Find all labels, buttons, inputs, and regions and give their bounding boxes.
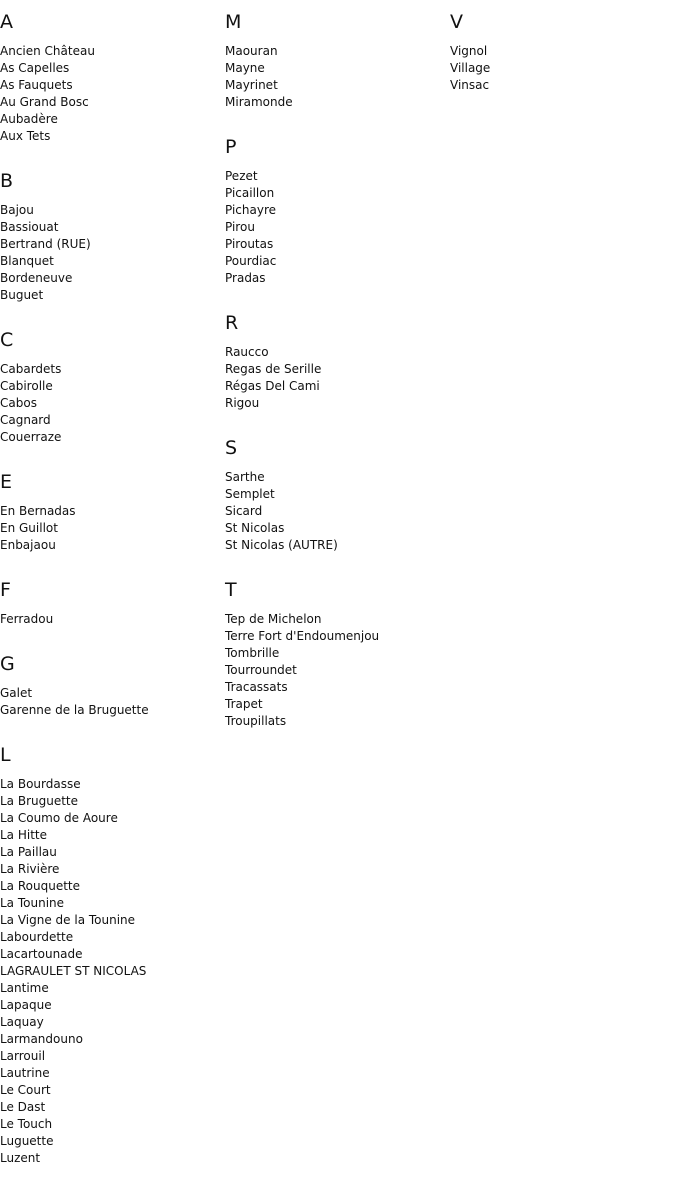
letter-heading: C [0,329,14,351]
place-link[interactable]: Luguette [0,1134,54,1148]
place-link[interactable]: Lantime [0,981,49,995]
list-item [0,395,225,412]
place-link[interactable]: Picaillon [225,186,275,200]
place-link[interactable]: Pichayre [225,203,277,217]
list-item [225,270,450,287]
place-link[interactable]: Mayrinet [225,78,278,92]
place-link[interactable]: Trapet [225,697,263,711]
letter-group-l [0,743,225,1167]
place-list [225,43,450,111]
place-list [0,503,225,554]
place-link[interactable]: Piroutas [225,237,274,251]
letter-heading: S [225,437,238,459]
place-link[interactable]: La Bruguette [0,794,79,808]
place-link[interactable]: Semplet [225,487,275,501]
place-link[interactable]: Pezet [225,169,258,183]
place-link[interactable]: Ancien Château [0,44,95,58]
list-item [0,997,225,1014]
list-item [0,1014,225,1031]
place-link[interactable]: Pirou [225,220,255,234]
list-item [225,611,450,628]
list-item [0,1099,225,1116]
place-link[interactable]: La Coumo de Aoure [0,811,118,825]
list-item [225,60,450,77]
list-item [0,219,225,236]
place-link[interactable]: La Bourdasse [0,777,81,791]
list-item [0,412,225,429]
letter-group-e [0,470,225,554]
place-link[interactable]: Tombrille [225,646,280,660]
list-item [0,1065,225,1082]
place-link[interactable]: La Vigne de la Tounine [0,913,136,927]
list-item [0,776,225,793]
list-item [225,713,450,730]
list-item [0,685,225,702]
list-item [225,236,450,253]
place-link[interactable]: Couerraze [0,430,62,444]
list-item [0,43,225,60]
letter-group-b [0,169,225,304]
list-item [225,696,450,713]
place-link[interactable]: La Rouquette [0,879,80,893]
list-item [0,520,225,537]
list-item [225,486,450,503]
list-item [0,827,225,844]
list-item [0,1116,225,1133]
list-item [225,219,450,236]
list-item [225,503,450,520]
place-list [0,361,225,446]
place-link[interactable]: La Rivière [0,862,60,876]
letter-group-r [225,311,450,412]
place-link[interactable]: Rigou [225,396,260,410]
place-link[interactable]: Aux Tets [0,129,51,143]
place-list [225,168,450,287]
letter-heading: A [0,11,13,33]
place-link[interactable]: La Hitte [0,828,48,842]
list-item [0,60,225,77]
place-list [0,43,225,145]
place-link[interactable]: Terre Fort d'Endoumenjou [225,629,380,643]
list-item [225,253,450,270]
place-link[interactable]: Lautrine [0,1066,50,1080]
list-item [0,793,225,810]
list-item [225,185,450,202]
list-item [225,94,450,111]
list-item [225,378,450,395]
list-item [0,94,225,111]
letter-group-g [0,652,225,719]
list-item [225,662,450,679]
place-link[interactable]: Raucco [225,345,269,359]
place-link[interactable]: Galet [0,686,33,700]
place-link[interactable]: Aubadère [0,112,58,126]
place-link[interactable]: Regas de Serille [225,362,322,376]
place-link[interactable]: Le Court [0,1083,51,1097]
place-link[interactable]: La Paillau [0,845,57,859]
place-link[interactable]: Lacartounade [0,947,83,961]
place-link[interactable]: Tourroundet [225,663,297,677]
list-item [0,878,225,895]
place-link[interactable]: Buguet [0,288,44,302]
place-link[interactable]: Bertrand (RUE) [0,237,91,251]
letter-heading: G [0,653,15,675]
letter-heading: R [225,312,239,334]
list-item [0,287,225,304]
place-link[interactable]: As Capelles [0,61,70,75]
letter-heading: M [225,11,242,33]
place-link[interactable]: Le Dast [0,1100,46,1114]
column-1 [0,10,225,1191]
place-link[interactable]: Enbajaou [0,538,56,552]
place-link[interactable]: Larmandouno [0,1032,83,1046]
list-item [0,946,225,963]
list-item [225,202,450,219]
place-link[interactable]: Mayne [225,61,265,75]
list-item [0,929,225,946]
place-link[interactable]: Pradas [225,271,266,285]
place-link[interactable]: Sicard [225,504,263,518]
place-link[interactable]: Luzent [0,1151,41,1165]
list-item [0,111,225,128]
list-item [0,1082,225,1099]
place-link[interactable]: Larrouil [0,1049,46,1063]
letter-heading: B [0,170,14,192]
letter-heading: L [0,744,11,766]
list-item [0,980,225,997]
place-link[interactable]: Sarthe [225,470,265,484]
list-item [0,1048,225,1065]
list-item [0,1150,225,1167]
place-list [0,611,225,628]
place-link[interactable]: LAGRAULET ST NICOLAS [0,964,147,978]
place-link[interactable]: Laquay [0,1015,44,1029]
list-item [0,1031,225,1048]
list-item [225,395,450,412]
list-item [225,645,450,662]
letter-group-f [0,578,225,628]
list-item [0,844,225,861]
list-item [225,361,450,378]
place-list [0,202,225,304]
place-link[interactable]: St Nicolas [225,521,285,535]
place-link[interactable]: Bordeneuve [0,271,73,285]
list-item [225,43,450,60]
list-item [0,537,225,554]
letter-heading: T [225,579,237,601]
list-item [0,810,225,827]
place-link[interactable]: Cagnard [0,413,51,427]
list-item [225,168,450,185]
list-item [225,77,450,94]
letter-heading: E [0,471,13,493]
list-item [0,912,225,929]
letter-group-p [225,135,450,287]
letter-heading: V [450,11,463,33]
letter-group-t [225,578,450,730]
letter-heading: P [225,136,237,158]
place-link[interactable]: Troupillats [225,714,287,728]
list-item [0,963,225,980]
place-link[interactable]: Cabirolle [0,379,53,393]
place-link[interactable]: Labourdette [0,930,74,944]
place-link[interactable]: En Guillot [0,521,58,535]
place-list [225,469,450,554]
place-link[interactable]: Maouran [225,44,278,58]
place-list [225,344,450,412]
place-list [450,43,675,94]
list-item [0,253,225,270]
place-link[interactable]: La Tounine [0,896,65,910]
letter-group-c [0,328,225,446]
list-item [450,60,675,77]
letter-group-m [225,10,450,111]
list-item [0,202,225,219]
letter-heading: F [0,579,11,601]
place-list [0,685,225,719]
place-link[interactable]: St Nicolas (AUTRE) [225,538,338,552]
list-item [0,611,225,628]
place-link[interactable]: Tracassats [225,680,288,694]
list-item [0,128,225,145]
place-link[interactable]: Ferradou [0,612,54,626]
place-list [225,611,450,730]
list-item [225,537,450,554]
place-link[interactable]: Le Touch [0,1117,53,1131]
list-item [0,503,225,520]
list-item [225,628,450,645]
list-item [0,702,225,719]
place-list [0,776,225,1167]
place-link[interactable]: Blanquet [0,254,54,268]
place-link[interactable]: Bassiouat [0,220,59,234]
list-item [0,270,225,287]
place-link[interactable]: Cabardets [0,362,62,376]
place-link[interactable]: Miramonde [225,95,293,109]
place-link[interactable]: As Fauquets [0,78,73,92]
list-item [0,361,225,378]
list-item [225,679,450,696]
list-item [225,344,450,361]
list-item [0,77,225,94]
list-item [225,469,450,486]
place-link[interactable]: Pourdiac [225,254,277,268]
place-link[interactable]: Vignol [450,44,488,58]
list-item [0,236,225,253]
place-link[interactable]: Lapaque [0,998,52,1012]
list-item [0,1133,225,1150]
column-2 [225,10,450,754]
place-link[interactable]: Bajou [0,203,34,217]
list-item [0,378,225,395]
list-item [450,43,675,60]
place-link[interactable]: Vinsac [450,78,490,92]
list-item [0,861,225,878]
list-item [450,77,675,94]
list-item [225,520,450,537]
place-link[interactable]: Garenne de la Bruguette [0,703,149,717]
letter-group-s [225,436,450,554]
place-link[interactable]: En Bernadas [0,504,76,518]
place-link[interactable]: Régas Del Cami [225,379,320,393]
place-link[interactable]: Village [450,61,491,75]
letter-group-v [450,10,675,94]
place-link[interactable]: Cabos [0,396,37,410]
place-link[interactable]: Tep de Michelon [225,612,322,626]
list-item [0,895,225,912]
list-item [0,429,225,446]
letter-group-a [0,10,225,145]
place-link[interactable]: Au Grand Bosc [0,95,89,109]
column-3 [450,10,675,118]
